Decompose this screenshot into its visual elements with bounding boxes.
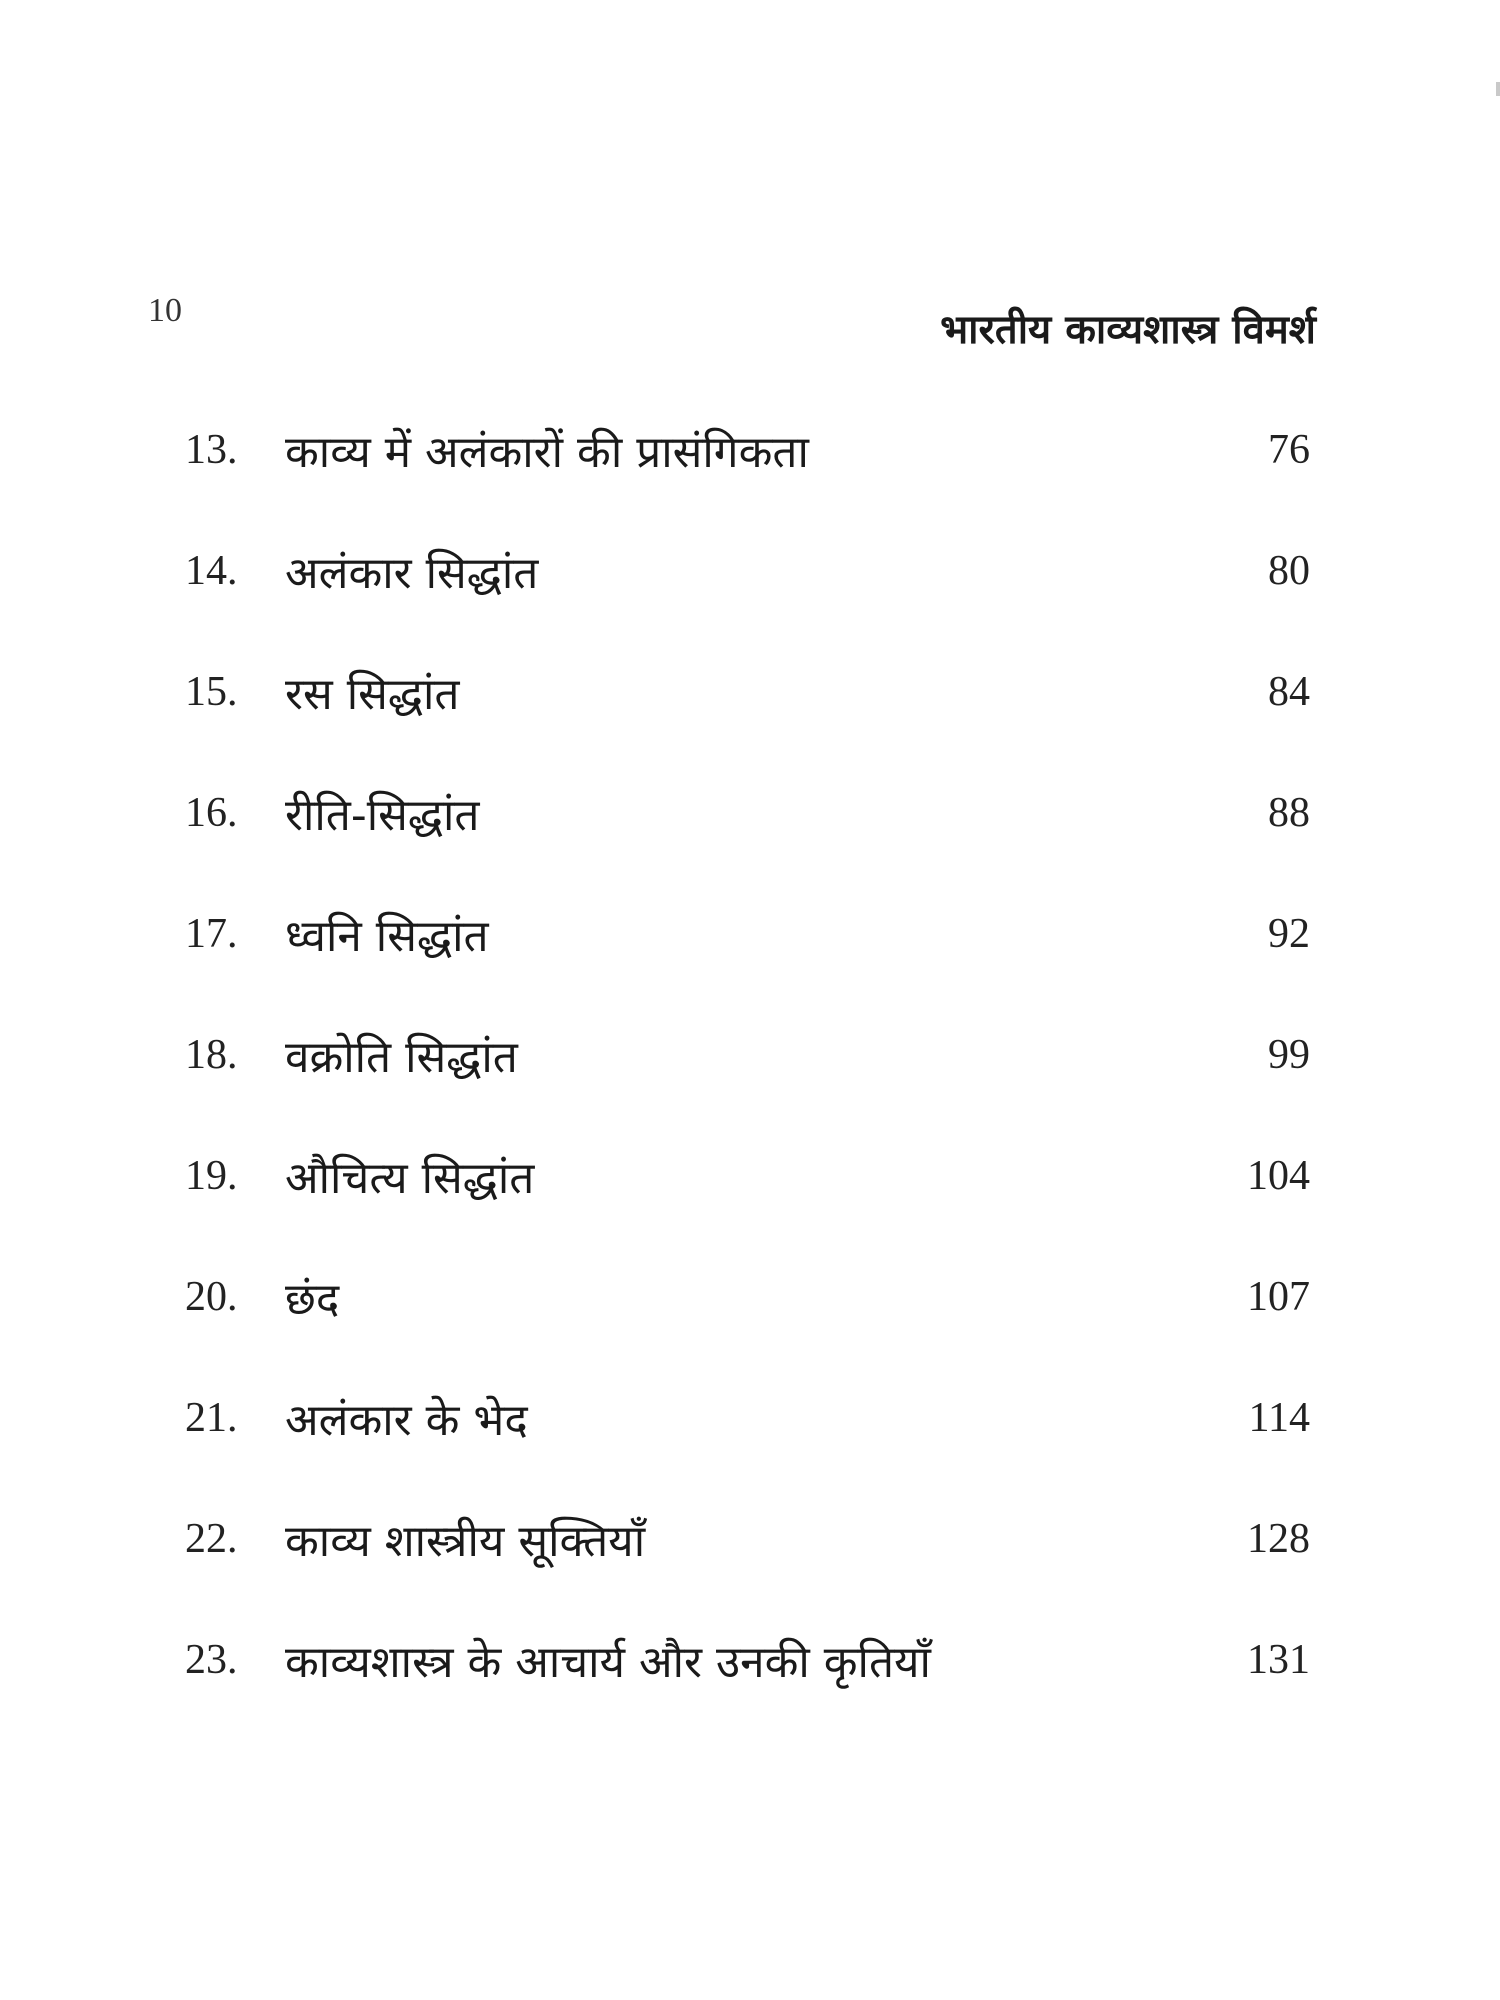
toc-entry-page: 76: [1268, 427, 1310, 473]
toc-entry: [185, 531, 1310, 611]
toc-entry-number: 16.: [185, 790, 238, 836]
toc-entry-title: अलंकार के भेद: [285, 1395, 528, 1446]
toc-entry-page: 128: [1247, 1516, 1310, 1562]
toc-entry-title: काव्य में अलंकारों की प्रासंगिकता: [285, 427, 809, 478]
toc-entry-page: 107: [1247, 1274, 1310, 1320]
toc-entry-page: 131: [1247, 1637, 1310, 1683]
toc-entry-number: 20.: [185, 1274, 238, 1320]
toc-entry-title: काव्य शास्त्रीय सूक्तियाँ: [285, 1516, 646, 1567]
running-title: भारतीय काव्यशास्त्र विमर्श: [940, 307, 1316, 353]
toc-entry-title: ध्वनि सिद्धांत: [285, 911, 489, 962]
toc-entry-page: 80: [1268, 548, 1310, 594]
toc-entry: [185, 894, 1310, 974]
scan-artifact: [1496, 82, 1500, 96]
toc-entry-page: 104: [1247, 1153, 1310, 1199]
toc-entry-page: 114: [1248, 1395, 1310, 1441]
toc-entry-title: वक्रोति सिद्धांत: [285, 1032, 518, 1083]
toc-entry-number: 15.: [185, 669, 238, 715]
toc-entry-number: 19.: [185, 1153, 238, 1199]
toc-entry-number: 18.: [185, 1032, 238, 1078]
toc-entry-number: 22.: [185, 1516, 238, 1562]
toc-entry-number: 23.: [185, 1637, 238, 1683]
toc-entry: [185, 1015, 1310, 1095]
toc-entry-title: काव्यशास्त्र के आचार्य और उनकी कृतियाँ: [285, 1637, 931, 1688]
toc-entry-page: 88: [1268, 790, 1310, 836]
toc-entry-number: 17.: [185, 911, 238, 957]
toc-entry: [185, 773, 1310, 853]
toc-entry-title: छंद: [285, 1274, 340, 1325]
toc-entry-page: 99: [1268, 1032, 1310, 1078]
toc-entry-number: 21.: [185, 1395, 238, 1441]
toc-entry: [185, 410, 1310, 490]
toc-entry-number: 14.: [185, 548, 238, 594]
toc-entry-title: रीति-सिद्धांत: [285, 790, 480, 841]
page-number: 10: [148, 292, 182, 329]
toc-entry: [185, 652, 1310, 732]
toc-entry: [185, 1257, 1310, 1337]
toc-entry: [185, 1499, 1310, 1579]
toc-entry: [185, 1620, 1310, 1700]
toc-entry-title: अलंकार सिद्धांत: [285, 548, 539, 599]
toc-entry-page: 92: [1268, 911, 1310, 957]
toc-entry: [185, 1136, 1310, 1216]
toc-entry-title: रस सिद्धांत: [285, 669, 460, 720]
toc-entry-page: 84: [1268, 669, 1310, 715]
toc-entry-title: औचित्य सिद्धांत: [285, 1153, 535, 1204]
toc-entry-number: 13.: [185, 427, 238, 473]
toc-entry: [185, 1378, 1310, 1458]
